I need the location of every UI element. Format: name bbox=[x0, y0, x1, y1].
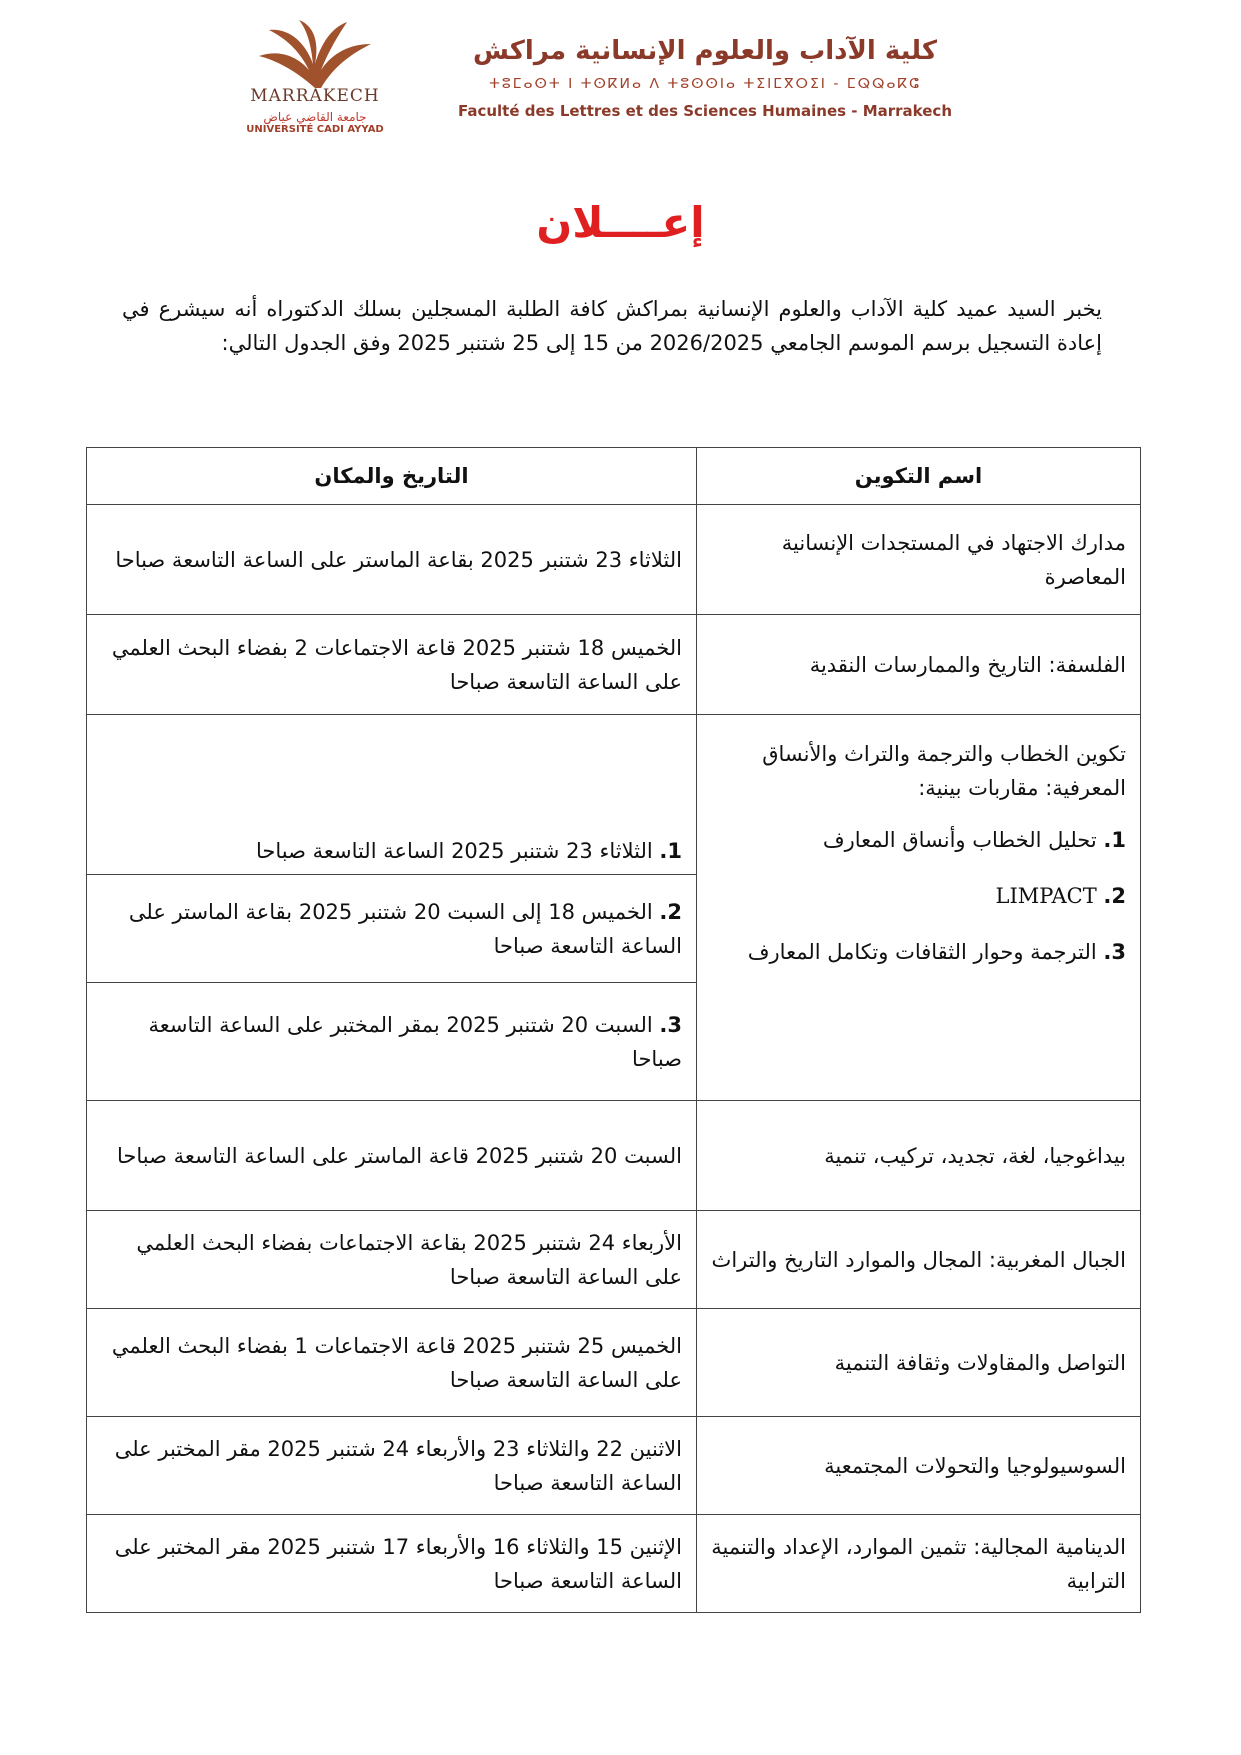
faculty-name-fr: Faculté des Lettres et des Sciences Humaines - Marrakech bbox=[457, 102, 952, 120]
logo-city: MARRAKECH bbox=[250, 86, 380, 106]
announcement-intro: يخبر السيد عميد كلية الآداب والعلوم الإنسانية بمراكش كافة الطلبة المسجلين بسلك الدكتوراه أنه سيشرع في إعادة التسجيل برسم الموسم الجامعي 2026/2025 من 15 إلى 25 شتنبر 2025 وفق الجدول التالي: bbox=[122, 297, 1102, 355]
table-header-row bbox=[87, 448, 1141, 505]
logo-university-ar: جامعة القاضي عياض bbox=[263, 110, 367, 124]
table-row bbox=[87, 1309, 1141, 1417]
table-row bbox=[87, 1211, 1141, 1309]
date-cell: الخميس 18 شتنبر 2025 قاعة الاجتماعات 2 بفضاء البحث العلمي على الساعة التاسعة صباحا bbox=[87, 615, 697, 715]
palm-emblem-icon bbox=[255, 20, 375, 90]
table-row bbox=[87, 1101, 1141, 1211]
program-cell: السوسيولوجيا والتحولات المجتمعية bbox=[697, 1417, 1141, 1515]
faculty-name-tifinagh: ⵜⵓⵎⴰⵙⵜ ⵏ ⵜⵙⴽⵍⴰ ⴷ ⵜⵓⵙⵙⵏⴰ ⵜⵉⵏⵎⴳⵔⵉⵏ - ⵎⵕⵕⴰⴽⵛ bbox=[489, 76, 921, 92]
date-cell: الإثنين 15 والثلاثاء 16 والأربعاء 17 شتنبر 2025 مقر المختبر على الساعة التاسعة صباحا bbox=[87, 1515, 697, 1613]
program-cell: مدارك الاجتهاد في المستجدات الإنسانية المعاصرة bbox=[697, 505, 1141, 615]
program-group-title: تكوين الخطاب والترجمة والتراث والأنساق المعرفية: مقاربات بينية: bbox=[762, 742, 1126, 800]
letterhead bbox=[0, 0, 1241, 160]
university-logo bbox=[240, 20, 390, 150]
date-cell: السبت 20 شتنبر 2025 قاعة الماستر على الساعة التاسعة صباحا bbox=[87, 1101, 697, 1211]
table-row bbox=[87, 615, 1141, 715]
schedule-table bbox=[86, 447, 1141, 1613]
program-cell: التواصل والمقاولات وثقافة التنمية bbox=[697, 1309, 1141, 1417]
header-date: التاريخ والمكان bbox=[87, 448, 697, 505]
date-cell: الثلاثاء 23 شتنبر 2025 بقاعة الماستر على الساعة التاسعة صباحا bbox=[87, 505, 697, 615]
date-cell: الاثنين 22 والثلاثاء 23 والأربعاء 24 شتنبر 2025 مقر المختبر على الساعة التاسعة صباحا bbox=[87, 1417, 697, 1515]
program-cell: الدينامية المجالية: تثمين الموارد، الإعداد والتنمية الترابية bbox=[697, 1515, 1141, 1613]
program-cell: الفلسفة: التاريخ والممارسات النقدية bbox=[697, 615, 1141, 715]
faculty-name bbox=[430, 36, 980, 120]
table-row-group bbox=[87, 715, 1141, 875]
date-cell: 2. الخميس 18 إلى السبت 20 شتنبر 2025 بقاعة الماستر على الساعة التاسعة صباحا bbox=[87, 875, 697, 983]
table-row bbox=[87, 505, 1141, 615]
faculty-name-ar: كلية الآداب والعلوم الإنسانية مراكش bbox=[473, 36, 937, 66]
program-group-cell bbox=[697, 715, 1141, 1101]
date-cell: الخميس 25 شتنبر 2025 قاعة الاجتماعات 1 بفضاء البحث العلمي على الساعة التاسعة صباحا bbox=[87, 1309, 697, 1417]
logo-university-fr: UNIVERSITÉ CADI AYYAD bbox=[246, 124, 384, 135]
program-cell: الجبال المغربية: المجال والموارد التاريخ والتراث bbox=[697, 1211, 1141, 1309]
date-cell: 3. السبت 20 شتنبر 2025 بمقر المختبر على الساعة التاسعة صباحا bbox=[87, 983, 697, 1101]
header-program: اسم التكوين bbox=[697, 448, 1141, 505]
list-item: 1. تحليل الخطاب وأنساق المعارف bbox=[822, 828, 1126, 852]
program-sub-list bbox=[711, 823, 1126, 969]
program-cell: بيداغوجيا، لغة، تجديد، تركيب، تنمية bbox=[697, 1101, 1141, 1211]
list-item: 2. LIMPACT bbox=[995, 884, 1126, 908]
announcement-title: إعــــلان bbox=[536, 198, 705, 247]
date-cell: 1. الثلاثاء 23 شتنبر 2025 الساعة التاسعة صباحا bbox=[87, 715, 697, 875]
table-row bbox=[87, 1417, 1141, 1515]
date-cell: الأربعاء 24 شتنبر 2025 بقاعة الاجتماعات بفضاء البحث العلمي على الساعة التاسعة صباحا bbox=[87, 1211, 697, 1309]
table-row bbox=[87, 1515, 1141, 1613]
list-item: 3. الترجمة وحوار الثقافات وتكامل المعارف bbox=[747, 940, 1126, 964]
